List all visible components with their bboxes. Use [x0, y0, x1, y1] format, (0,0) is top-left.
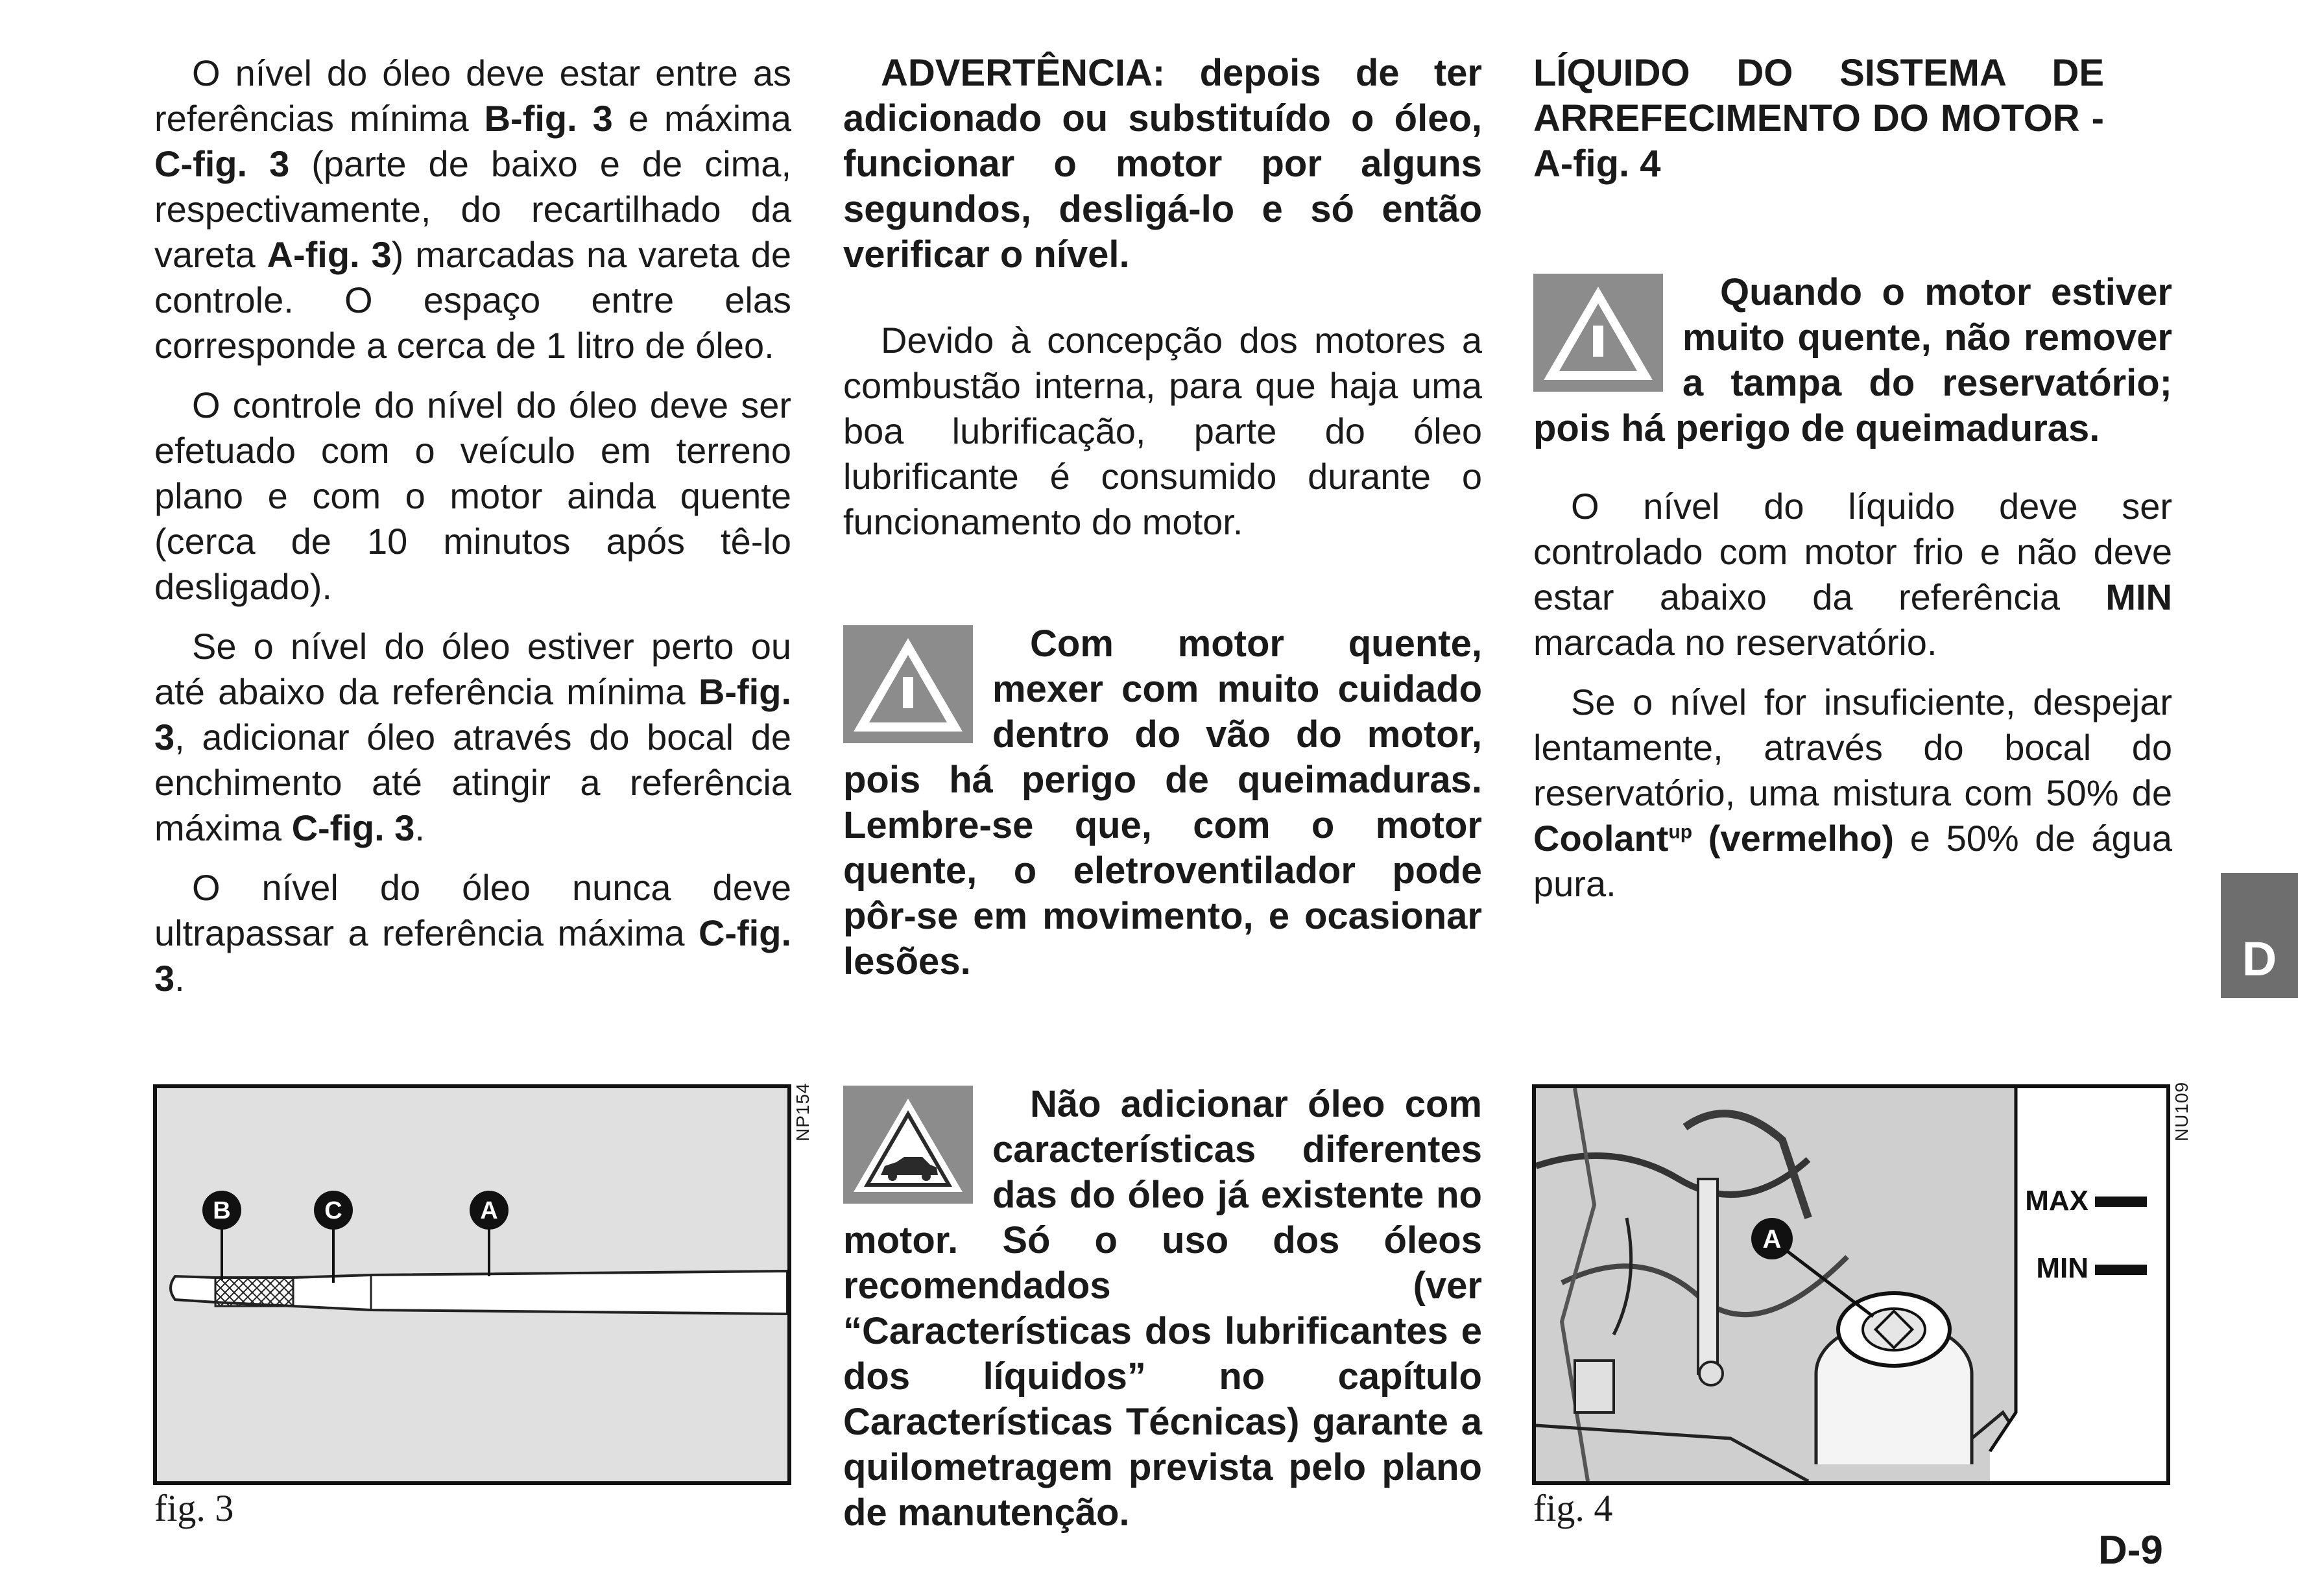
hot-engine-warning: Com motor quente, mexer com muito cuidado dentro do vão do motor, pois há perigo de queimaduras. Lembre-se que, com o motor quente, o eletroventilador pode pôr-se em movimento, e ocasionar lesões. — [843, 623, 1482, 983]
oil-low-paragraph: Se o nível do óleo estiver perto ou até abaixo da referência mínima B-fig. 3, adicionar óleo através do bocal de enchimento até atingir a referência máxima C-fig. 3. — [154, 626, 791, 848]
fig3-code: NP154 — [793, 1082, 813, 1141]
marker-c: C — [324, 1197, 342, 1224]
fig4-coolant-reservoir-illustration — [1532, 1084, 2170, 1485]
oil-type-warning: Não adicionar óleo com características diferentes das do óleo já existente no motor. Só o uso dos óleos recomendados (ver “Características dos lubrificantes e dos líquidos” no capítulo Características Técnicas) garante a quilometragem prevista pelo plano de manutenção. — [843, 1083, 1482, 1534]
marker-a: A — [480, 1197, 498, 1224]
min-label: MIN — [2036, 1252, 2089, 1284]
page-number: D-9 — [2098, 1528, 2163, 1573]
chapter-tab: D — [2221, 873, 2298, 998]
column-1 — [154, 51, 791, 1016]
warning-triangle-icon — [1533, 274, 1663, 392]
car-warning-icon — [843, 1086, 973, 1204]
devido-paragraph: Devido à concepção dos motores a combustão interna, para que haja uma boa lubrificação, parte do óleo lubrificante é consumido durante o funcionamento do motor. — [843, 320, 1482, 542]
column-2 — [843, 51, 1482, 1536]
marker-a: A — [1762, 1225, 1782, 1254]
fig3-dipstick-illustration — [153, 1084, 791, 1485]
fig3-caption: fig. 3 — [154, 1487, 234, 1529]
oil-max-paragraph: O nível do óleo nunca deve ultrapassar a referência máxima C-fig. 3. — [154, 867, 791, 999]
coolant-hot-warning: Quando o motor estiver muito quente, não remover a tampa do reservatório; pois há perigo de queimaduras. — [1533, 271, 2172, 449]
max-label: MAX — [2025, 1185, 2089, 1217]
oil-control-paragraph: O controle do nível do óleo deve ser efetuado com o veículo em terreno plano e com o motor ainda quente (cerca de 10 minutos após tê-lo desligado). — [154, 385, 791, 607]
oil-level-paragraph: O nível do óleo deve estar entre as referências mínima B-fig. 3 e máxima C-fig. 3 (parte de baixo e de cima, respectivamente, do recartilhado da vareta A-fig. 3) marcadas na vareta de controle. O espaço entre elas corresponde a cerca de 1 litro de óleo. — [154, 53, 792, 366]
marker-b: B — [213, 1197, 231, 1224]
fig4-caption: fig. 4 — [1533, 1487, 1613, 1529]
advertencia-paragraph: ADVERTÊNCIA: depois de ter adicionado ou substituído o óleo, funcionar o motor por alguns segundos, desligá-lo e só então verificar o nível. — [843, 52, 1482, 276]
coolant-level-paragraph: O nível do líquido deve ser controlado com motor frio e não deve estar abaixo da referência MIN marcada no reservatório. — [1533, 486, 2172, 663]
warning-triangle-icon — [843, 625, 973, 743]
coolant-heading: LÍQUIDO DO SISTEMA DE ARREFECIMENTO DO MOTOR - A-fig. 4 — [1533, 52, 2104, 185]
fig4-code: NU109 — [2172, 1081, 2192, 1141]
coolant-refill-paragraph: Se o nível for insuficiente, despejar lentamente, através do bocal do reservatório, uma mistura com 50% de Coolant$^{up}$ (vermelho) e 50% de água pura. — [1533, 682, 2172, 904]
column-3 — [1533, 51, 2172, 907]
